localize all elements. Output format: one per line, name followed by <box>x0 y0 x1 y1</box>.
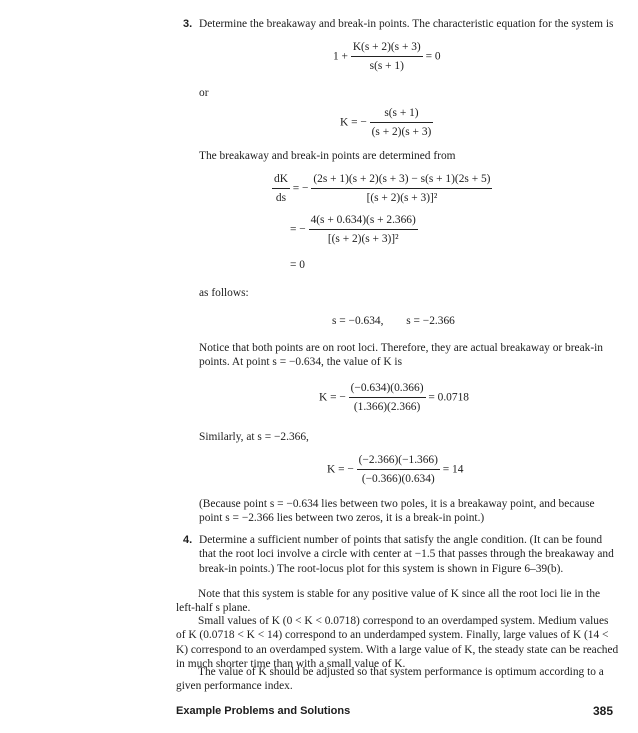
equation-characteristic <box>333 40 441 74</box>
problem-3-intro: Determine the breakaway and break-in points. The characteristic equation for the system is <box>199 18 614 30</box>
eq4-denominator: [(s + 2)(s + 3)]² <box>327 233 399 246</box>
equation-k1 <box>319 381 469 415</box>
problem-4-number: 4. <box>183 534 193 546</box>
equation-factored <box>290 213 418 247</box>
k1-fraction <box>349 381 426 415</box>
k2-numerator: (−2.366)(−1.366) <box>357 453 440 470</box>
k2-rhs: = 14 <box>442 463 464 476</box>
similarly-line: Similarly, at s = −2.366, <box>199 431 309 443</box>
as-follows: as follows: <box>199 287 249 299</box>
eq3-equals: = − <box>292 182 309 195</box>
k2-denominator: (−0.366)(0.634) <box>361 473 435 486</box>
dk-ds-fraction <box>272 172 290 206</box>
eq2-fraction <box>370 106 434 140</box>
adjust-k-paragraph: The value of K should be adjusted so that system performance is optimum according to a given performance index. <box>176 666 604 693</box>
k1-lhs: K = − <box>319 391 346 404</box>
dk-numerator: dK <box>272 172 290 189</box>
eq4-equals: = − <box>290 223 306 236</box>
page-number: 385 <box>593 704 614 718</box>
breakaway-sentence: The breakaway and break-in points are determined from <box>199 150 456 162</box>
eq5-zero: = 0 <box>290 259 305 271</box>
k1-denominator: (1.366)(2.366) <box>353 401 421 414</box>
k1-numerator: (−0.634)(0.366) <box>349 381 426 398</box>
eq3-numerator: (2s + 1)(s + 2)(s + 3) − s(s + 1)(2s + 5) <box>311 172 492 189</box>
eq2-denominator: (s + 2)(s + 3) <box>371 126 432 139</box>
eq3-fraction <box>311 172 492 206</box>
equation-derivative <box>272 172 492 206</box>
k-ranges-paragraph: Small values of K (0 < K < 0.0718) correspond to an overdamped system. Medium values of K (0.0718 < K < 14) correspond to an underdamped system. Finally, large values of K (14 < K) correspond to an overdamped system. With a large value of K, the steady state can be reached in much shorter time than with a small value of K. <box>176 615 619 670</box>
word-or: or <box>199 87 209 99</box>
k2-lhs: K = − <box>327 463 354 476</box>
k1-rhs: = 0.0718 <box>428 391 469 404</box>
roots-line: s = −0.634, s = −2.366 <box>332 315 455 327</box>
eq1-fraction <box>351 40 423 74</box>
eq2-numerator: s(s + 1) <box>370 106 434 123</box>
eq4-numerator: 4(s + 0.634)(s + 2.366) <box>309 213 418 230</box>
eq1-lhs: 1 + <box>333 50 348 63</box>
notice-paragraph: Notice that both points are on root loci. Therefore, they are actual breakaway or break-in points. At point s = −0.634, the value of K is <box>199 342 603 369</box>
problem-3-number: 3. <box>183 18 193 30</box>
eq2-lhs: K = − <box>340 116 367 129</box>
footer-section-title: Example Problems and Solutions <box>176 705 351 717</box>
equation-k2 <box>327 453 463 487</box>
eq1-denominator: s(s + 1) <box>369 60 404 73</box>
ds-denominator: ds <box>275 192 287 205</box>
eq3-denominator: [(s + 2)(s + 3)]² <box>366 192 438 205</box>
k2-fraction <box>357 453 440 487</box>
equation-k <box>340 106 433 140</box>
eq4-fraction <box>309 213 418 247</box>
eq1-numerator: K(s + 2)(s + 3) <box>351 40 423 57</box>
because-paragraph: (Because point s = −0.634 lies between two poles, it is a breakaway point, and because point s = −2.366 lies between two zeros, it is a break-in point.) <box>199 498 595 525</box>
stability-paragraph: Note that this system is stable for any positive value of K since all the root loci lie in the left-half s plane. <box>176 588 601 615</box>
eq1-rhs: = 0 <box>425 50 441 63</box>
problem-4-text: Determine a sufficient number of points that satisfy the angle condition. (It can be found that the root loci involve a circle with center at −1.5 that passes through the breakaway and break-in points.) The root-locus plot for this system is shown in Figure 6–39(b). <box>199 534 614 575</box>
